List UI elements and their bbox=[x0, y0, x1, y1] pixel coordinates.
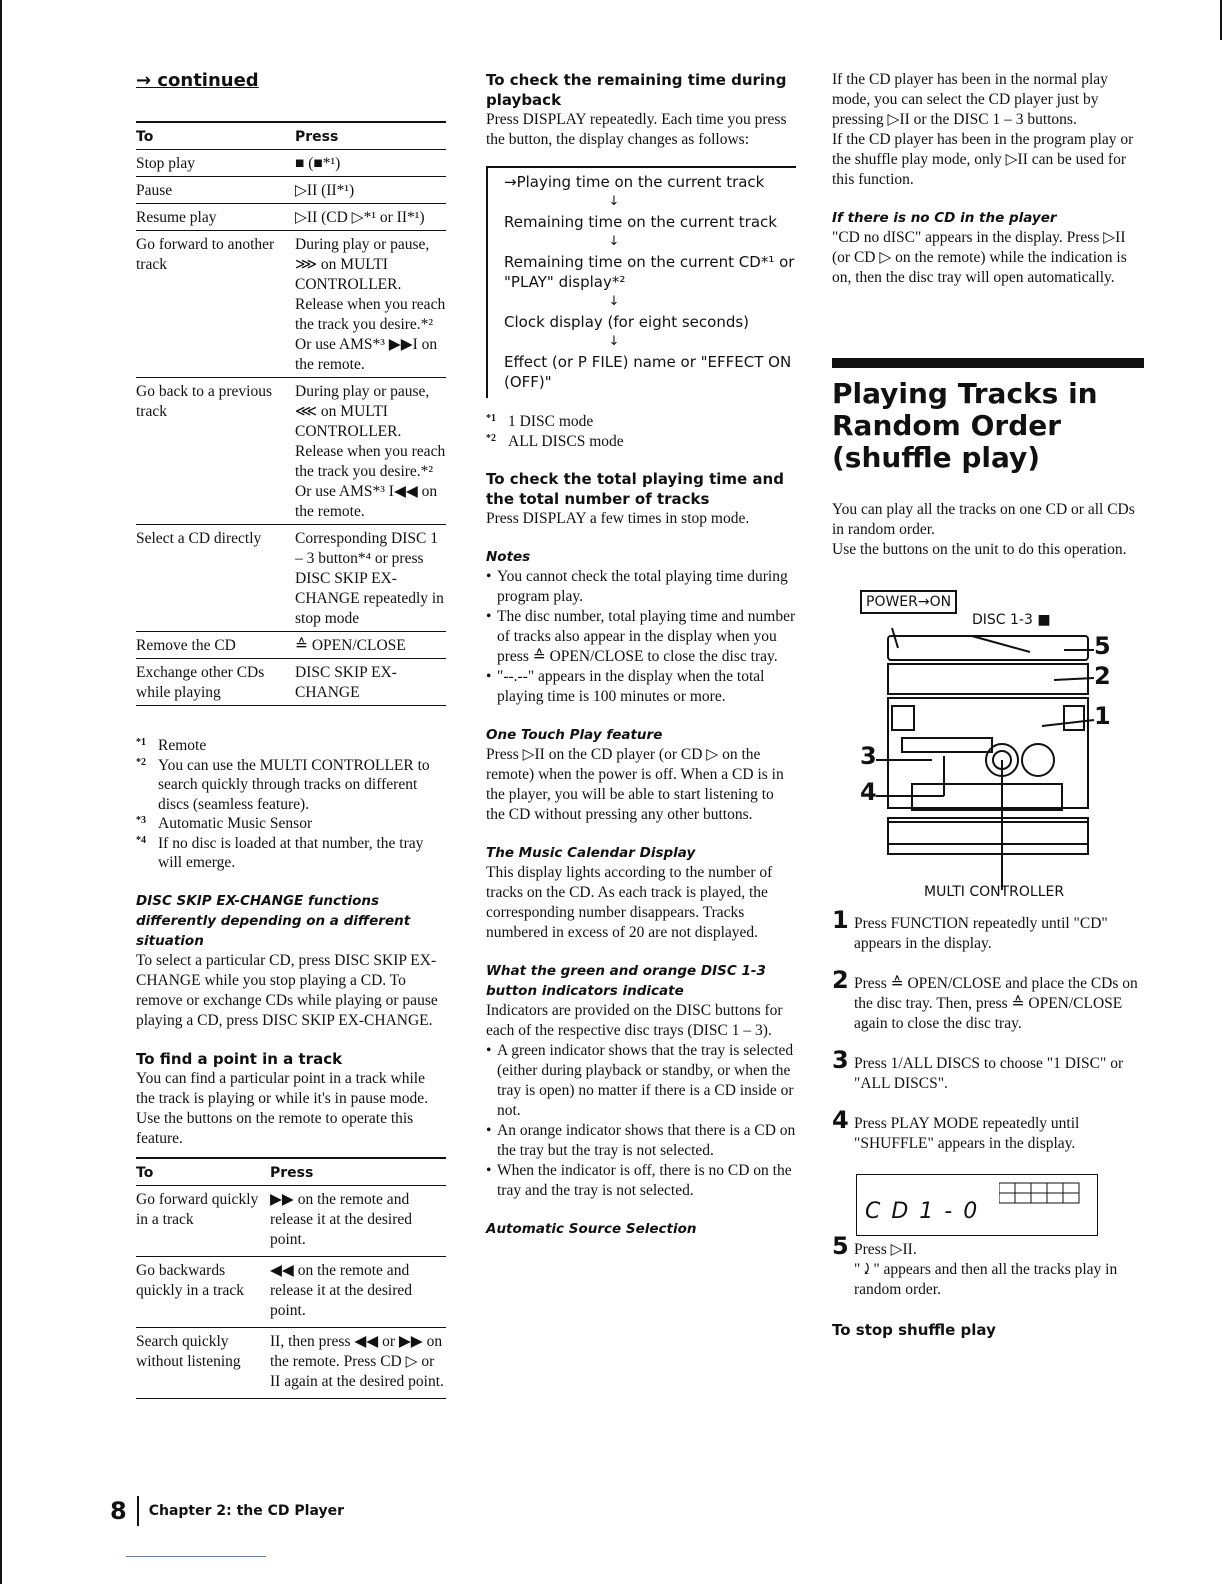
music-calendar-body: This display lights according to the number of tracks on the CD. As each track is played, the corresponding number disappears. Tracks numbered in excess of 20 are not displayed. bbox=[486, 864, 773, 941]
callout-number: 2 bbox=[1094, 662, 1111, 690]
footnote-mark: *3 bbox=[136, 815, 146, 826]
right-margin-rule bbox=[1220, 0, 1222, 40]
indicator-body: Indicators are provided on the DISC buttons for each of the respective disc trays (DISC 1 – 3). bbox=[486, 1002, 783, 1039]
no-cd-section bbox=[832, 208, 1144, 288]
list-item: • A green indicator shows that the tray is selected (either during playback or standby, or when the tray is open) no matter if there is a CD inside or not. bbox=[486, 1041, 796, 1121]
flow-step: Remaining time on the current CD*¹ or "PLAY" display*² bbox=[504, 253, 795, 291]
table-header-press: Press bbox=[295, 122, 446, 150]
footnote-mark: *1 bbox=[136, 737, 146, 748]
unit-left-window bbox=[892, 706, 914, 730]
callout-number: 3 bbox=[860, 742, 877, 770]
step-number: 5 bbox=[832, 1232, 849, 1260]
flow-step: Effect (or P FILE) name or "EFFECT ON (OFF)" bbox=[504, 353, 792, 391]
table-row bbox=[136, 1185, 446, 1256]
step-number: 4 bbox=[832, 1106, 849, 1134]
footnote-text: 1 DISC mode bbox=[508, 413, 594, 430]
table-cell-to: Go forward quickly in a track bbox=[136, 1185, 270, 1256]
stop-shuffle-heading: To stop shuffle play bbox=[832, 1321, 996, 1339]
step-number: 2 bbox=[832, 966, 849, 994]
table-cell-to: Search quickly without listening bbox=[136, 1327, 270, 1398]
arrow-down-icon: ↓ bbox=[608, 194, 620, 209]
find-point-heading: To find a point in a track bbox=[136, 1049, 343, 1068]
footnote bbox=[136, 834, 446, 873]
footnote bbox=[486, 432, 796, 452]
table-cell-to: Go forward to another track bbox=[136, 231, 295, 378]
step-5-detail: "⤸" appears and then all the tracks play in random order. bbox=[854, 1261, 1118, 1298]
auto-source-intro-1: If the CD player has been in the normal play mode, you can select the CD player just by pressing ▷II or the DISC 1 – 3 buttons. bbox=[832, 71, 1108, 128]
find-point-section bbox=[136, 1049, 446, 1149]
table-row bbox=[136, 1327, 446, 1398]
table-cell-press: During play or pause, ⋙ on MULTI CONTROLLER. Release when you reach the track you desire.*² Or use AMS*³ ▶▶I on the remote. bbox=[295, 231, 446, 378]
one-touch-body: Press ▷II on the CD player (or CD ▷ on the remote) when the power is off. When a CD is in the player, you will be able to start listening to the CD without pressing any other buttons. bbox=[486, 746, 784, 823]
table-row bbox=[136, 231, 446, 378]
music-calendar-section bbox=[486, 843, 796, 943]
table-row bbox=[136, 1256, 446, 1327]
footer-divider bbox=[137, 1496, 139, 1526]
table-row bbox=[136, 525, 446, 632]
footnote-mark: *4 bbox=[136, 834, 146, 846]
power-on-label: POWER→ON bbox=[860, 590, 957, 614]
find-point-body: You can find a particular point in a track while the track is playing or while it's in pause mode. Use the buttons on the remote to operate this feature. bbox=[136, 1069, 429, 1147]
table-cell-press: DISC SKIP EX-CHANGE bbox=[295, 659, 446, 706]
multi-controller-label: MULTI CONTROLLER bbox=[924, 884, 1065, 900]
table-cell-to: Go back to a previous track bbox=[136, 378, 295, 525]
arrow-down-icon: ↓ bbox=[608, 234, 620, 249]
no-cd-heading: If there is no CD in the player bbox=[832, 210, 1057, 226]
list-item: • You cannot check the total playing time during program play. bbox=[486, 567, 796, 607]
table-cell-press: ■ (■*¹) bbox=[295, 150, 446, 177]
table-header-to: To bbox=[136, 122, 295, 150]
table-cell-press: ▷II (II*¹) bbox=[295, 177, 446, 204]
column-right bbox=[832, 70, 1144, 1340]
disc-skip-heading: DISC SKIP EX-CHANGE functions differently depending on a different situation bbox=[136, 892, 411, 949]
table-row bbox=[136, 177, 446, 204]
table-row bbox=[136, 378, 446, 525]
footnote bbox=[486, 412, 796, 432]
total-time-heading: To check the total playing time and the total number of tracks bbox=[486, 470, 784, 508]
table-cell-press: ▷II (CD ▷*¹ or II*¹) bbox=[295, 204, 446, 231]
table-row bbox=[136, 150, 446, 177]
step-4 bbox=[832, 1106, 1144, 1154]
auto-source-intro-2: If the CD player has been in the program play or the shuffle play mode, only ▷II can be used for this function. bbox=[832, 131, 1134, 188]
list-item: • "--.--" appears in the display when the total playing time is 100 minutes or more. bbox=[486, 667, 796, 707]
step-number: 3 bbox=[832, 1046, 849, 1074]
display-flow-diagram bbox=[486, 166, 796, 398]
total-time-section bbox=[486, 469, 796, 529]
one-touch-heading: One Touch Play feature bbox=[486, 727, 663, 743]
flow-step: →Playing time on the current track bbox=[504, 173, 765, 191]
step-text: Press ≙ OPEN/CLOSE and place the CDs on the disc tray. Then, press ≙ OPEN/CLOSE again to close the disc tray. bbox=[854, 975, 1138, 1032]
step-text: Press ▷II. bbox=[854, 1241, 917, 1258]
table-cell-press: ▶▶ on the remote and release it at the desired point. bbox=[270, 1185, 446, 1256]
search-table bbox=[136, 1157, 446, 1399]
callout-number: 1 bbox=[1094, 702, 1111, 730]
step-1 bbox=[832, 906, 1144, 954]
step-text: Press PLAY MODE repeatedly until "SHUFFLE" appears in the display. bbox=[854, 1115, 1080, 1152]
table-cell-to: Exchange other CDs while playing bbox=[136, 659, 295, 706]
page-number: 8 bbox=[110, 1497, 127, 1525]
table-header-to: To bbox=[136, 1158, 270, 1186]
column-middle bbox=[486, 70, 796, 1239]
disc-skip-body: To select a particular CD, press DISC SKIP EX-CHANGE while you stop playing a CD. To remove or exchange CDs while playing or pause playing a CD, press DISC SKIP EX-CHANGE. bbox=[136, 951, 438, 1029]
table-cell-press: Corresponding DISC 1 – 3 button*⁴ or press DISC SKIP EX-CHANGE repeatedly in stop mode bbox=[295, 525, 446, 632]
music-calendar-icon bbox=[999, 1181, 1089, 1207]
step-text: Press FUNCTION repeatedly until "CD" appears in the display. bbox=[854, 915, 1108, 952]
flow-step: Clock display (for eight seconds) bbox=[504, 313, 750, 331]
footnote-mark: *1 bbox=[486, 413, 496, 424]
page-footer bbox=[110, 1496, 344, 1526]
page-title: Playing Tracks in Random Order (shuffle play) bbox=[832, 377, 1098, 474]
shuffle-section bbox=[832, 358, 1144, 560]
notes-list bbox=[486, 567, 796, 707]
table-cell-to: Select a CD directly bbox=[136, 525, 295, 632]
step-text: Press 1/ALL DISCS to choose "1 DISC" or "ALL DISCS". bbox=[854, 1055, 1124, 1092]
indicator-list bbox=[486, 1041, 796, 1201]
table-cell-to: Pause bbox=[136, 177, 295, 204]
no-cd-body: "CD no dISC" appears in the display. Press ▷II (or CD ▷ on the remote) while the indication is on, then the disc tray will open automatically. bbox=[832, 229, 1127, 286]
footnote-text: If no disc is loaded at that number, the tray will emerge. bbox=[158, 834, 424, 871]
table-header-press: Press bbox=[270, 1158, 446, 1186]
callout-number: 4 bbox=[860, 778, 877, 806]
unit-right-window bbox=[1064, 706, 1084, 730]
remaining-time-heading: To check the remaining time during playback bbox=[486, 71, 787, 109]
music-calendar-heading: The Music Calendar Display bbox=[486, 845, 696, 861]
footnote-text: Automatic Music Sensor bbox=[158, 815, 313, 832]
remaining-time-body: Press DISPLAY repeatedly. Each time you press the button, the display changes as follows: bbox=[486, 111, 787, 148]
indicator-section bbox=[486, 961, 796, 1201]
arrow-down-icon: ↓ bbox=[608, 294, 620, 309]
auto-source-heading: Automatic Source Selection bbox=[486, 1221, 697, 1237]
one-touch-section bbox=[486, 725, 796, 825]
callout-disc-line bbox=[972, 636, 1030, 652]
bottom-link-rule bbox=[126, 1556, 266, 1557]
footnote-text: You can use the MULTI CONTROLLER to search quickly through tracks on different discs (seamless feature). bbox=[158, 756, 430, 813]
flow-footnotes bbox=[486, 412, 796, 451]
table-cell-to: Remove the CD bbox=[136, 632, 295, 659]
table-cell-to: Resume play bbox=[136, 204, 295, 231]
unit-deck-panel bbox=[888, 822, 1088, 844]
step-2 bbox=[832, 966, 1144, 1034]
footnote bbox=[136, 756, 446, 815]
table-cell-to: Stop play bbox=[136, 150, 295, 177]
table-row bbox=[136, 659, 446, 706]
footnote-mark: *2 bbox=[136, 756, 146, 768]
notes-heading: Notes bbox=[486, 549, 531, 565]
volume-knob bbox=[1022, 744, 1054, 776]
column-left bbox=[136, 70, 446, 1399]
left-margin-rule bbox=[0, 0, 2, 1584]
footnote bbox=[136, 814, 446, 834]
footnote bbox=[136, 736, 446, 756]
table-row bbox=[136, 204, 446, 231]
footnote-text: ALL DISCS mode bbox=[508, 432, 624, 450]
lcd-readout: C D 1 - 0 bbox=[865, 1199, 980, 1224]
callout-1-line bbox=[1042, 720, 1094, 726]
total-time-body: Press DISPLAY a few times in stop mode. bbox=[486, 510, 750, 527]
callout-power-line bbox=[892, 628, 898, 648]
table-row bbox=[136, 632, 446, 659]
arrow-down-icon: ↓ bbox=[608, 334, 620, 349]
shuffle-steps bbox=[832, 906, 1144, 1340]
callout-number: 5 bbox=[1094, 632, 1111, 660]
shuffle-intro-2: Use the buttons on the unit to do this operation. bbox=[832, 541, 1127, 558]
indicator-heading: What the green and orange DISC 1-3 button indicators indicate bbox=[486, 963, 766, 999]
table-cell-press: II, then press ◀◀ or ▶▶ on the remote. Press CD ▷ or II again at the desired point. bbox=[270, 1327, 446, 1398]
table-cell-press: ◀◀ on the remote and release it at the desired point. bbox=[270, 1256, 446, 1327]
footnote-mark: *2 bbox=[486, 432, 496, 444]
flow-step: Remaining time on the current track bbox=[504, 213, 777, 231]
disc-1-3-label: DISC 1-3 ■ bbox=[972, 612, 1051, 628]
step-3 bbox=[832, 1046, 1144, 1094]
operations-table bbox=[136, 121, 446, 706]
chapter-title: Chapter 2: the CD Player bbox=[148, 1503, 344, 1519]
lcd-display-illustration bbox=[856, 1174, 1098, 1236]
notes-section bbox=[486, 547, 796, 707]
step-number: 1 bbox=[832, 906, 849, 934]
unit-tape-slot bbox=[902, 738, 992, 752]
step-5 bbox=[832, 1232, 1144, 1260]
disc-skip-section bbox=[136, 891, 446, 1031]
continued-label: → continued bbox=[136, 70, 259, 91]
table-cell-to: Go backwards quickly in a track bbox=[136, 1256, 270, 1327]
shuffle-intro-1: You can play all the tracks on one CD or all CDs in random order. bbox=[832, 501, 1135, 538]
table-cell-press: ≙ OPEN/CLOSE bbox=[295, 632, 446, 659]
footnotes-table bbox=[136, 736, 446, 873]
list-item: • An orange indicator shows that there is a CD on the tray but the tray is not selected. bbox=[486, 1121, 796, 1161]
stereo-diagram bbox=[832, 590, 1144, 910]
footnote-text: Remote bbox=[158, 737, 207, 754]
table-cell-press: During play or pause, ⋘ on MULTI CONTROLLER. Release when you reach the track you desire.*² Or use AMS*³ I◀◀ on the remote. bbox=[295, 378, 446, 525]
unit-base bbox=[888, 818, 1088, 854]
list-item: • The disc number, total playing time and number of tracks also appear in the display when you press ≙ OPEN/CLOSE to close the disc tray. bbox=[486, 607, 796, 667]
list-item: • When the indicator is off, there is no CD on the tray and the tray is not selected. bbox=[486, 1161, 796, 1201]
section-top-bar bbox=[832, 358, 1144, 368]
auto-source-section bbox=[486, 1219, 796, 1239]
